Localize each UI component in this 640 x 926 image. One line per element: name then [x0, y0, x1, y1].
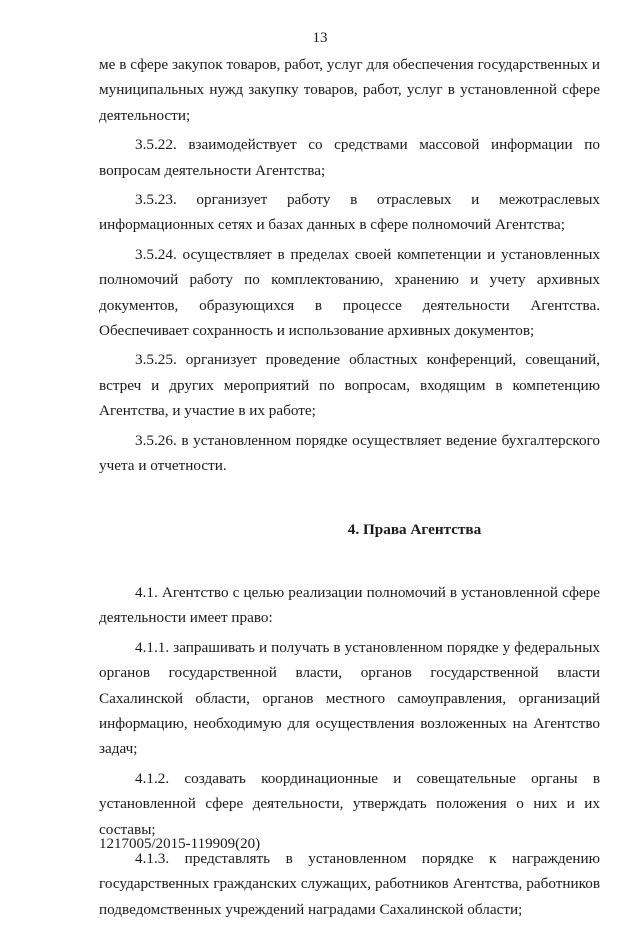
paragraph: 3.5.23. организует работу в отраслевых и межотраслевых информационных сетях и базах данных в сфере полномочий Агентства; — [99, 191, 600, 234]
paragraph: 3.5.26. в установленном порядке осуществляет ведение бухгалтерского учета и отчетности. — [99, 431, 600, 475]
paragraph: 3.5.24. осуществляет в пределах своей компетенции и установленных полномочий работу по комплектованию, хранению и учету архивных документов, образующихся в процессе деятельности Агентства. Обеспечивает сохранность и использование архивных документов; — [99, 245, 600, 340]
document-code-footer: 1217005/2015-119909(20) — [99, 836, 261, 852]
paragraph: 3.5.25. организует проведение областных конференций, совещаний, встреч и других мероприятий по вопросам, входящим в компетенцию Агентства, и участие в их работе; — [99, 351, 600, 420]
paragraph: 4.1. Агентство с целью реализации полномочий в установленной сфере деятельности имеет право: — [99, 583, 600, 627]
section-heading: 4. Права Агентства — [347, 520, 482, 538]
paragraph: 4.1.3. представлять в установленном порядке к награждению государственных гражданских служащих, работников Агентства, работников подведомственных учреждений наградами Сахалинской области; — [99, 849, 600, 918]
document-body — [99, 52, 600, 926]
page-number: 13 — [312, 30, 328, 46]
paragraph: 3.5.22. взаимодействует со средствами массовой информации по вопросам деятельности Агентства; — [99, 136, 600, 179]
paragraph: 4.1.2. создавать координационные и совещательные органы в установленной сфере деятельности, утверждать положения о них и их составы; — [99, 769, 600, 838]
paragraph: 4.1.1. запрашивать и получать в установленном порядке у федеральных органов государственной власти, органов государственной власти Сахалинской области, органов местного самоуправления, организаций информацию, необходимую для осуществления возложенных на Агентство задач; — [99, 638, 600, 758]
paragraph: ме в сфере закупок товаров, работ, услуг для обеспечения государственных и муниципальных нужд закупку товаров, работ, услуг в установленной сфере деятельности; — [99, 56, 600, 124]
